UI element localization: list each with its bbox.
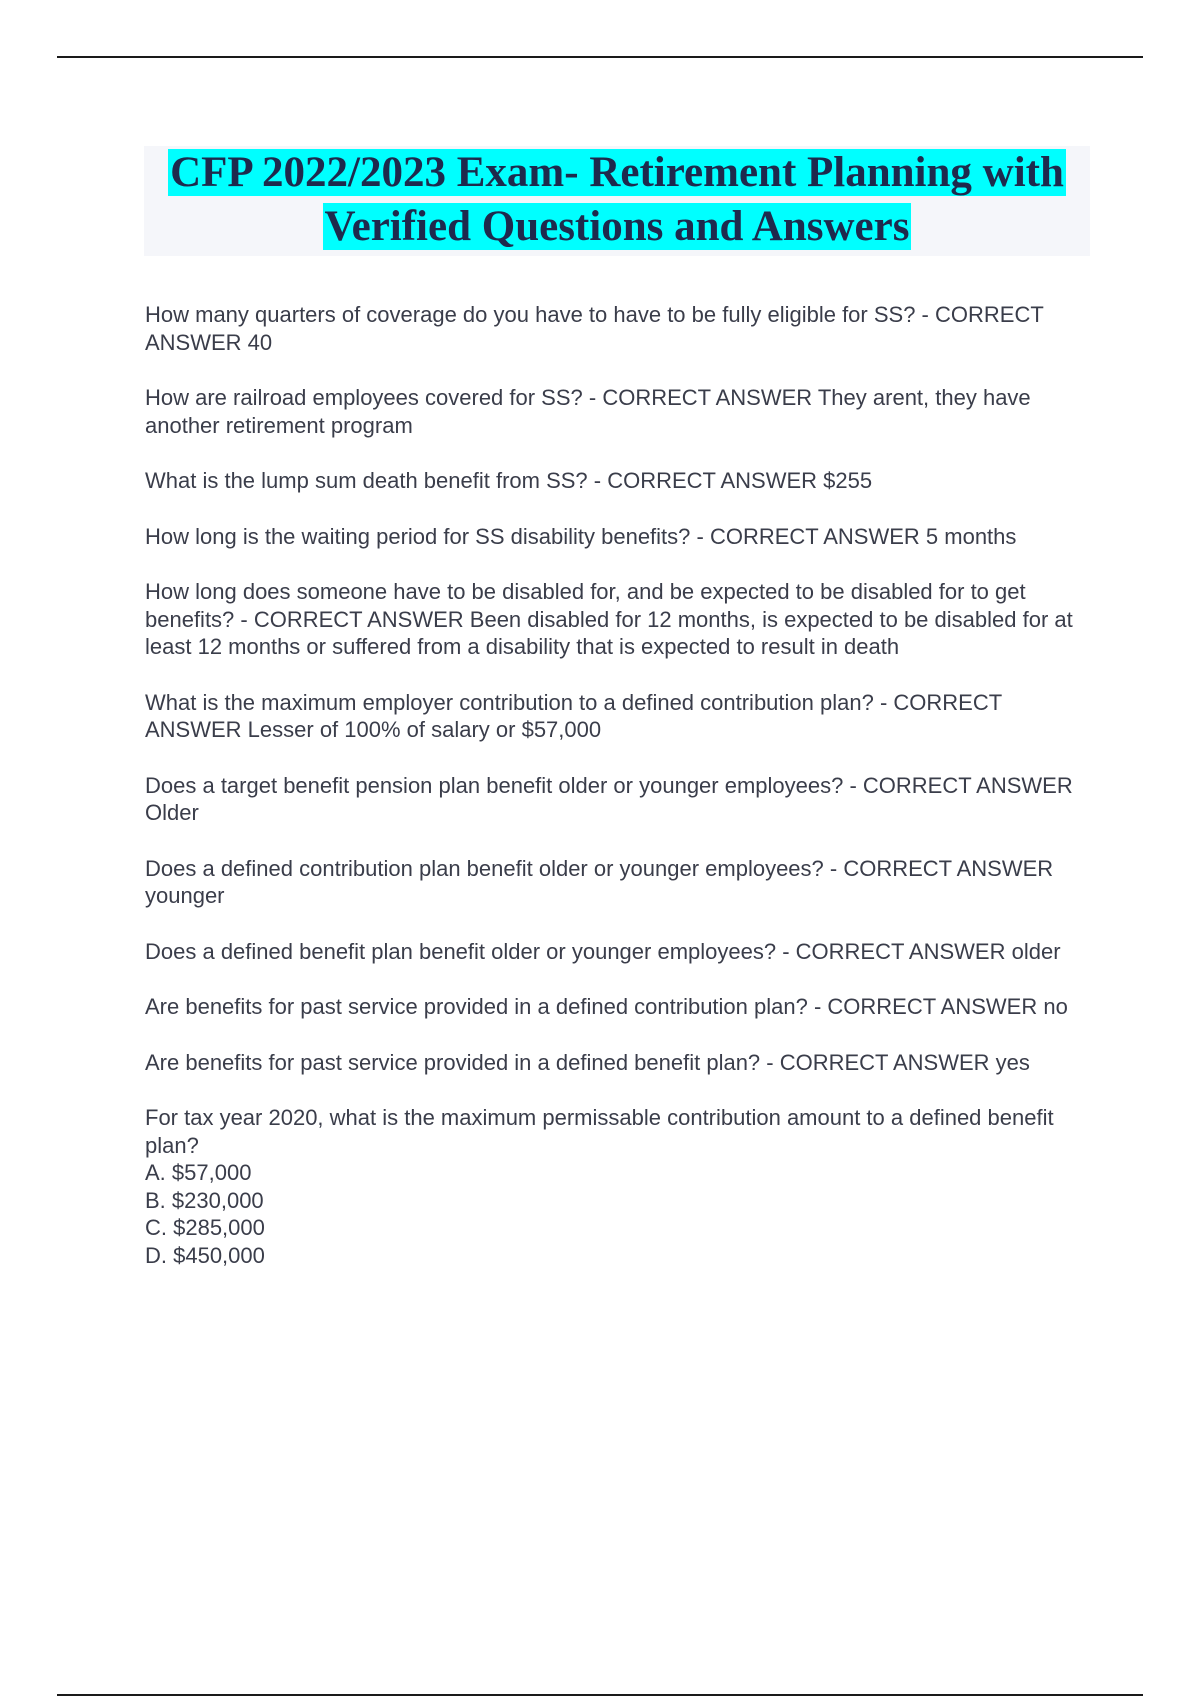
answer-option-b: B. $230,000 [145,1187,264,1213]
qa-item-7: Does a target benefit pension plan benefit older or younger employees? - CORRECT ANSWER Older [145,772,1073,825]
top-rule [57,56,1143,58]
document-title [144,146,1090,254]
qa-item-1: How many quarters of coverage do you have to have to be fully eligible for SS? - CORRECT ANSWER 40 [145,302,1044,355]
title-block [144,146,1090,256]
qa-item-3: What is the lump sum death benefit from SS? - CORRECT ANSWER $255 [145,468,873,493]
qa-item-11: Are benefits for past service provided in a defined benefit plan? - CORRECT ANSWER yes [145,1049,1030,1075]
qa-item-9: Does a defined benefit plan benefit older or younger employees? - CORRECT ANSWER older [145,938,1061,964]
answer-options [145,1159,1090,1269]
answer-option-a: A. $57,000 [145,1160,252,1185]
qa-item-8: Does a defined contribution plan benefit older or younger employees? - CORRECT ANSWER younger [145,855,1054,908]
answer-option-c: C. $285,000 [145,1215,265,1240]
document-title-text: CFP 2022/2023 Exam- Retirement Planning with Verified Questions and Answers [170,149,1064,250]
qa-content [145,301,1090,1269]
bottom-rule [57,1694,1143,1696]
qa-item-4: How long is the waiting period for SS disability benefits? - CORRECT ANSWER 5 months [145,523,1017,549]
qa-item-6: What is the maximum employer contribution to a defined contribution plan? - CORRECT ANSWER Lesser of 100% of salary or $57,000 [145,689,1002,742]
final-question: For tax year 2020, what is the maximum permissable contribution amount to a defined benefit plan? [145,1105,1054,1158]
qa-item-10: Are benefits for past service provided in a defined contribution plan? - CORRECT ANSWER no [145,994,1068,1019]
answer-option-d: D. $450,000 [145,1242,265,1268]
qa-item-2: How are railroad employees covered for SS? - CORRECT ANSWER They arent, they have another retirement program [145,385,1031,438]
qa-item-5: How long does someone have to be disabled for, and be expected to be disabled for to get benefits? - CORRECT ANSWER Been disabled for 12 months, is expected to be disabled for at least 12 months or suffered from a disability that is expected to result in death [145,579,1073,659]
